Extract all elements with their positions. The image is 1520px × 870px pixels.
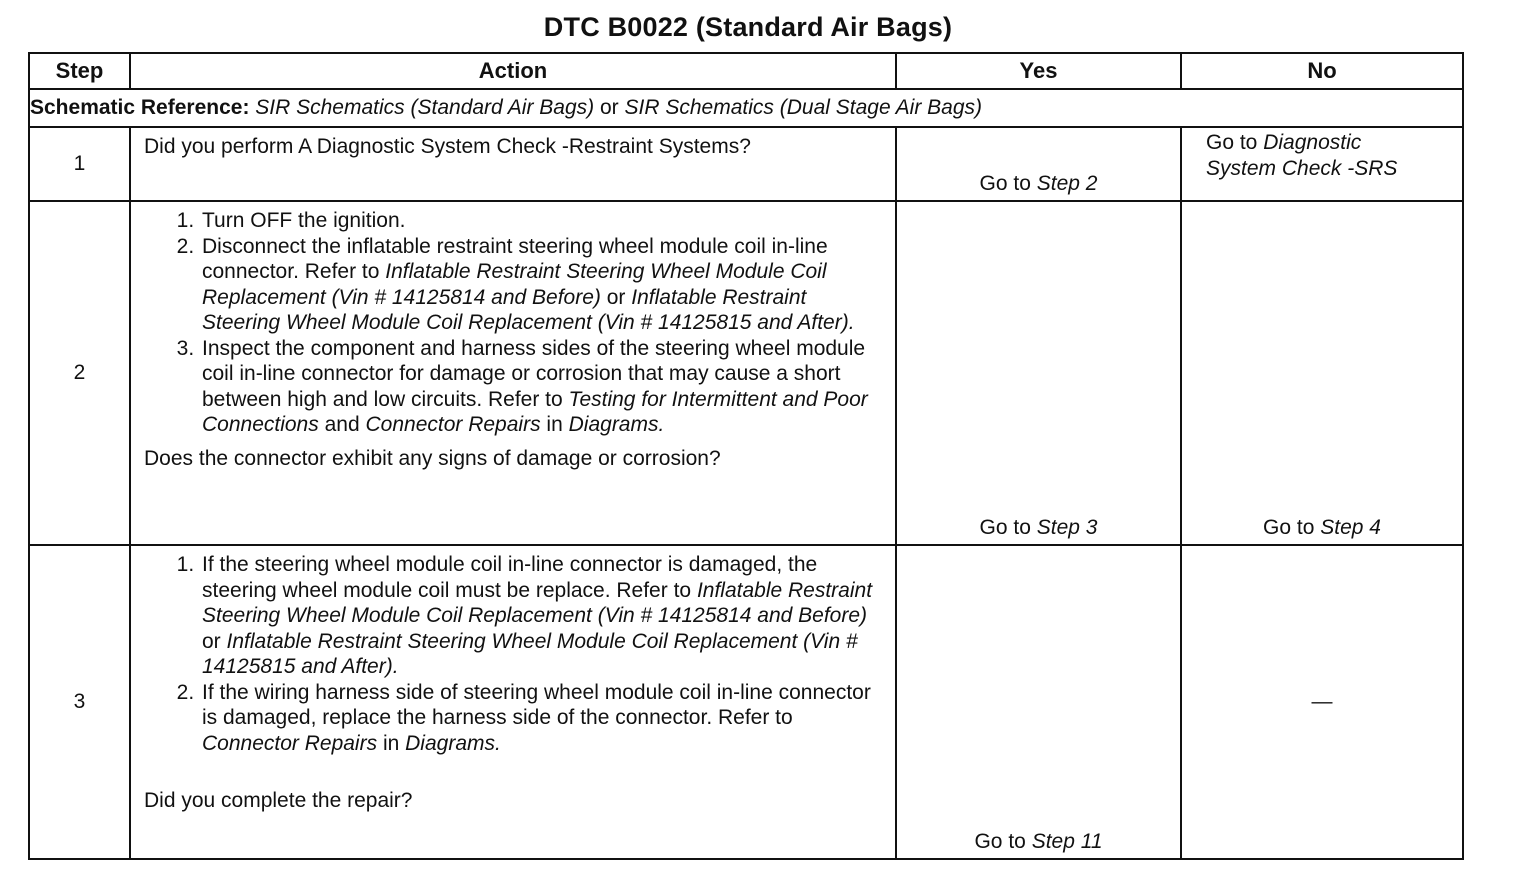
list-item-text: or <box>606 285 626 309</box>
list-item-text: in <box>382 731 400 755</box>
goto-step-link[interactable]: Step 4 <box>1320 515 1381 539</box>
step-question: Did you perform A Diagnostic System Check -Restraint Systems? <box>144 135 751 158</box>
reference-link[interactable]: Inflatable Restraint Steering Wheel Module Coil Replacement (Vin # 14125814 and Before) <box>202 578 873 627</box>
schematic-reference-row <box>29 89 1463 127</box>
goto-diagnostic-link[interactable]: Diagnostic <box>1263 131 1362 154</box>
action-steps-list <box>144 208 883 438</box>
action-cell <box>130 127 896 201</box>
list-item-text: or <box>202 629 221 653</box>
step-number: 2 <box>29 201 130 545</box>
header-step: Step <box>29 53 130 89</box>
action-cell <box>130 201 896 545</box>
goto-prefix: Go to <box>974 829 1026 853</box>
reference-link[interactable]: Connector Repairs <box>365 413 541 436</box>
list-item-text: and <box>324 413 360 436</box>
document-title: DTC B0022 (Standard Air Bags) <box>543 12 953 42</box>
goto-step-link[interactable]: Step 11 <box>1031 829 1103 853</box>
reference-link[interactable]: Diagrams. <box>568 413 665 436</box>
list-item <box>200 208 883 234</box>
action-steps-list <box>144 552 883 756</box>
reference-link[interactable]: Diagrams. <box>405 731 501 755</box>
list-item <box>200 680 883 757</box>
header-action: Action <box>130 53 896 89</box>
no-action-dash: — <box>1311 690 1333 714</box>
dtc-table <box>28 52 1464 860</box>
header-yes: Yes <box>896 53 1181 89</box>
list-item <box>200 552 883 680</box>
list-item-text: Inspect the component and harness sides of the steering wheel module coil in-line connector for damage or corrosion that may cause a short between high and low circuits. Refer to <box>202 336 866 411</box>
reference-link[interactable]: Inflatable Restraint Steering Wheel Module Coil Replacement (Vin # 14125814 and Before) <box>202 260 827 309</box>
list-item-text: Disconnect the inflatable restraint steering wheel module coil in-line connector. Refer to <box>202 234 828 283</box>
schematic-link-dual-stage[interactable]: SIR Schematics (Dual Stage Air Bags) <box>624 96 983 120</box>
table-row-step-3 <box>29 545 1463 859</box>
goto-diagnostic-link-cont[interactable]: System Check -SRS <box>1206 157 1398 180</box>
goto-prefix: Go to <box>1206 131 1258 154</box>
goto-prefix: Go to <box>979 515 1031 539</box>
schematic-or: or <box>599 96 619 120</box>
no-cell <box>1181 127 1463 201</box>
list-item-text: If the steering wheel module coil in-line connector is damaged, the steering wheel module coil must be replace. Refer to <box>202 553 818 602</box>
step-question: Did you complete the repair? <box>144 789 413 812</box>
no-cell <box>1181 545 1463 859</box>
reference-link[interactable]: Inflatable Restraint Steering Wheel Module Coil Replacement (Vin # 14125815 and After). <box>202 285 855 334</box>
header-row <box>29 53 1463 89</box>
table-row-step-1 <box>29 127 1463 201</box>
reference-link[interactable]: Testing for Intermittent and Poor Connections <box>202 387 868 436</box>
list-item-text: Turn OFF the ignition. <box>202 209 406 232</box>
goto-prefix: Go to <box>979 171 1031 195</box>
list-item <box>200 336 883 438</box>
no-cell <box>1181 201 1463 545</box>
yes-cell <box>896 127 1181 201</box>
list-item-text: If the wiring harness side of steering wheel module coil in-line connector is damaged, replace the harness side of the connector. Refer to <box>202 680 871 729</box>
goto-prefix: Go to <box>1263 515 1315 539</box>
table-row-step-2 <box>29 201 1463 545</box>
action-cell <box>130 545 896 859</box>
list-item <box>200 234 883 336</box>
goto-step-link[interactable]: Step 3 <box>1036 515 1098 539</box>
step-number: 3 <box>29 545 130 859</box>
step-number: 1 <box>29 127 130 201</box>
step-question: Does the connector exhibit any signs of damage or corrosion? <box>144 446 721 470</box>
goto-step-link[interactable]: Step 2 <box>1036 171 1098 195</box>
list-item-text: in <box>546 413 563 436</box>
yes-cell <box>896 201 1181 545</box>
schematic-link-standard[interactable]: SIR Schematics (Standard Air Bags) <box>255 96 595 120</box>
schematic-reference <box>29 89 1463 127</box>
reference-link[interactable]: Connector Repairs <box>202 731 378 755</box>
reference-link[interactable]: Inflatable Restraint Steering Wheel Module Coil Replacement (Vin # 14125815 and After). <box>202 629 858 678</box>
header-no: No <box>1181 53 1463 89</box>
schematic-reference-label: Schematic Reference: <box>30 96 250 120</box>
yes-cell <box>896 545 1181 859</box>
